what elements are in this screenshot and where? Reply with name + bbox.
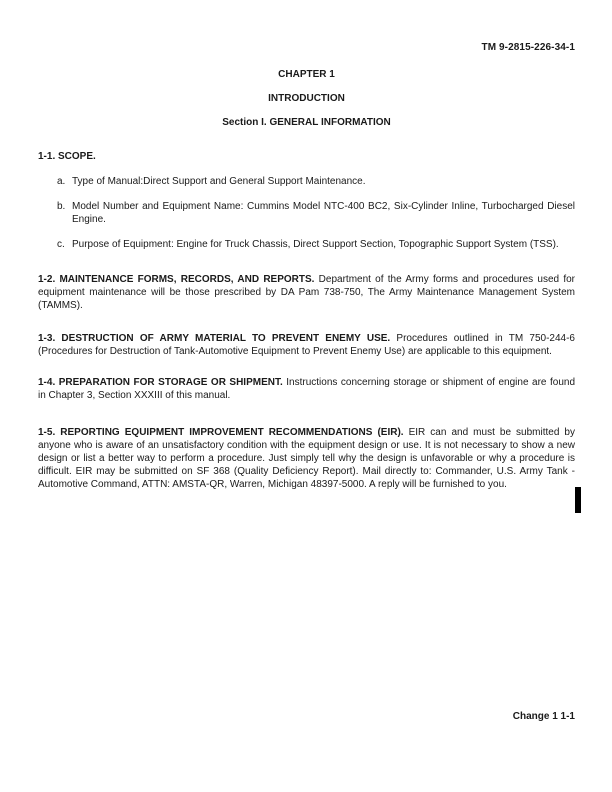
chapter-heading: CHAPTER 1	[278, 69, 335, 80]
list-item-a	[38, 175, 575, 188]
list-item-c-label: c.	[57, 239, 65, 250]
list-item-a-text: Type of Manual:Direct Support and General Support Maintenance.	[72, 176, 366, 187]
list-item-b-text: Model Number and Equipment Name: Cummins Model NTC-400 BC2, Six-Cylinder Inline, Turbocharged Diesel Engine.	[72, 201, 575, 225]
paragraph-1-3-lead: 1-3. DESTRUCTION OF ARMY MATERIAL TO PREVENT ENEMY USE.	[38, 333, 391, 344]
list-item-c	[38, 238, 575, 251]
paragraph-1-2	[38, 273, 575, 312]
paragraph-1-5-body: EIR can and must be submitted by anyone who is aware of an unsatisfactory condition with the equipment design or use. It is not necessary to show a new design or list a better way to perform a procedure. Just simply tell why the design is unfavorable or why a procedure is difficult. EIR may be submitted on SF 368 (Quality Deficiency Report). Mail directly to: Commander, U.S. Army Tank - Automotive Command, ATTN: AMSTA-QR, Warren, Michigan 48397-5000. A reply will be furnished to you.	[38, 427, 575, 490]
list-item-b-label: b.	[57, 201, 66, 212]
paragraph-1-3	[38, 332, 575, 358]
paragraph-1-5	[38, 426, 575, 491]
paragraph-1-5-lead: 1-5. REPORTING EQUIPMENT IMPROVEMENT RECOMMENDATIONS (EIR).	[38, 427, 404, 438]
paragraph-1-3-body: Procedures outlined in TM 750-244-6 (Procedures for Destruction of Tank-Automotive Equipment to Prevent Enemy Use) are applicable to this equipment.	[38, 333, 575, 357]
title-heading: INTRODUCTION	[268, 93, 345, 104]
list-item-a-label: a.	[57, 176, 66, 187]
list-item-c-text: Purpose of Equipment: Engine for Truck Chassis, Direct Support Section, Topographic Support System (TSS).	[72, 239, 559, 250]
paragraph-1-4-body: Instructions concerning storage or shipment of engine are found in Chapter 3, Section XXXIII of this manual.	[38, 377, 576, 401]
paragraph-1-4-lead: 1-4. PREPARATION FOR STORAGE OR SHIPMENT.	[38, 377, 283, 388]
paragraph-1-4	[38, 376, 575, 402]
section-heading: Section I. GENERAL INFORMATION	[222, 117, 391, 128]
paragraph-1-2-body: Department of the Army forms and procedures used for equipment maintenance will be those prescribed by DA Pam 738-750, The Army Maintenance Management System (TAMMS).	[38, 274, 575, 311]
change-bar	[575, 487, 581, 513]
page-number: Change 1 1-1	[512, 711, 575, 722]
scope-heading: 1-1. SCOPE.	[38, 151, 96, 162]
tm-number: TM 9-2815-226-34-1	[481, 42, 575, 53]
list-item-b	[38, 200, 575, 226]
paragraph-1-2-lead: 1-2. MAINTENANCE FORMS, RECORDS, AND REPORTS.	[38, 274, 315, 285]
